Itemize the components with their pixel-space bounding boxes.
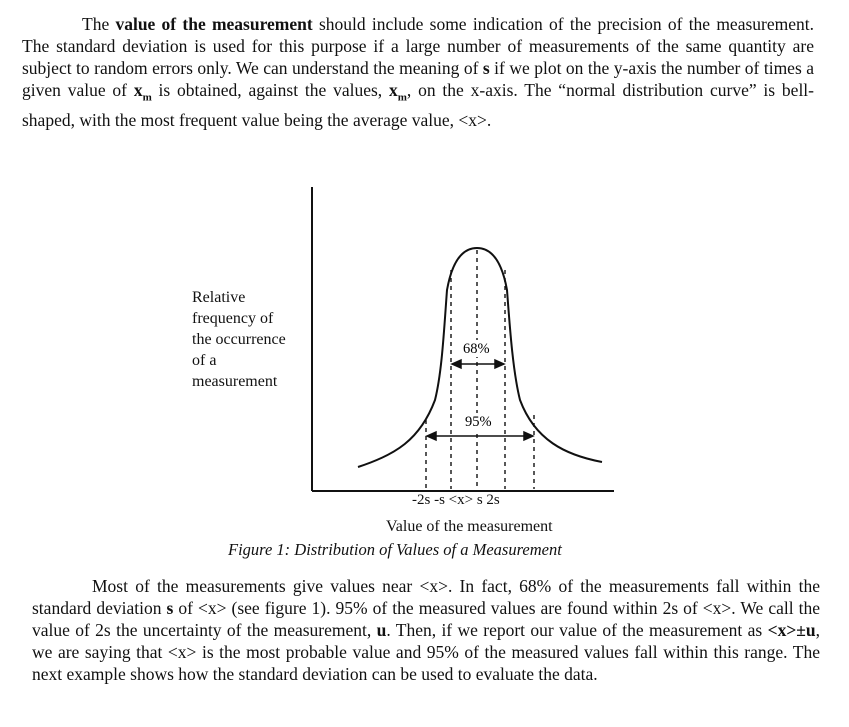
label-95-percent: 95% — [465, 414, 492, 430]
range-95-arrow — [427, 432, 533, 440]
x-axis-ticks: -2s -s <x> s 2s — [412, 492, 500, 508]
x-axis-label: Value of the measurement — [386, 518, 553, 535]
explanation-paragraph: Most of the measurements give values near <x>. In fact, 68% of the measurements fall within the standard deviation s of <x> (see figure 1). 95% of the measured values are found within 2s of <x>. We call the value of 2s the uncertainty of the measurement, u. Then, if we report our value of the measurement as <x>±u, we are saying that <x> is the most probable value and 95% of the measured values fall within this range. The next example shows how the standard deviation can be used to evaluate the data. — [32, 576, 820, 684]
y-axis-label: Relative frequency of the occurrence of a measurement — [192, 289, 286, 390]
figure-caption: Figure 1: Distribution of Values of a Measurement — [228, 540, 562, 559]
label-68-percent: 68% — [463, 341, 490, 357]
range-68-arrow — [452, 360, 504, 368]
std-deviation-markers — [426, 250, 534, 489]
intro-paragraph: The value of the measurement should include some indication of the precision of the measurement. The standard deviation is used for this purpose if a large number of measurements of the same quantity are subject to random errors only. We can understand the meaning of s if we plot on the y-axis the number of times a given value of $x_m$ is obtained, against the values, $x_m$, on the x-axis. The “normal distribution curve” is bell-shaped, with the most frequent value being the average value, <x>. — [22, 14, 814, 130]
normal-distribution-curve — [358, 248, 602, 467]
